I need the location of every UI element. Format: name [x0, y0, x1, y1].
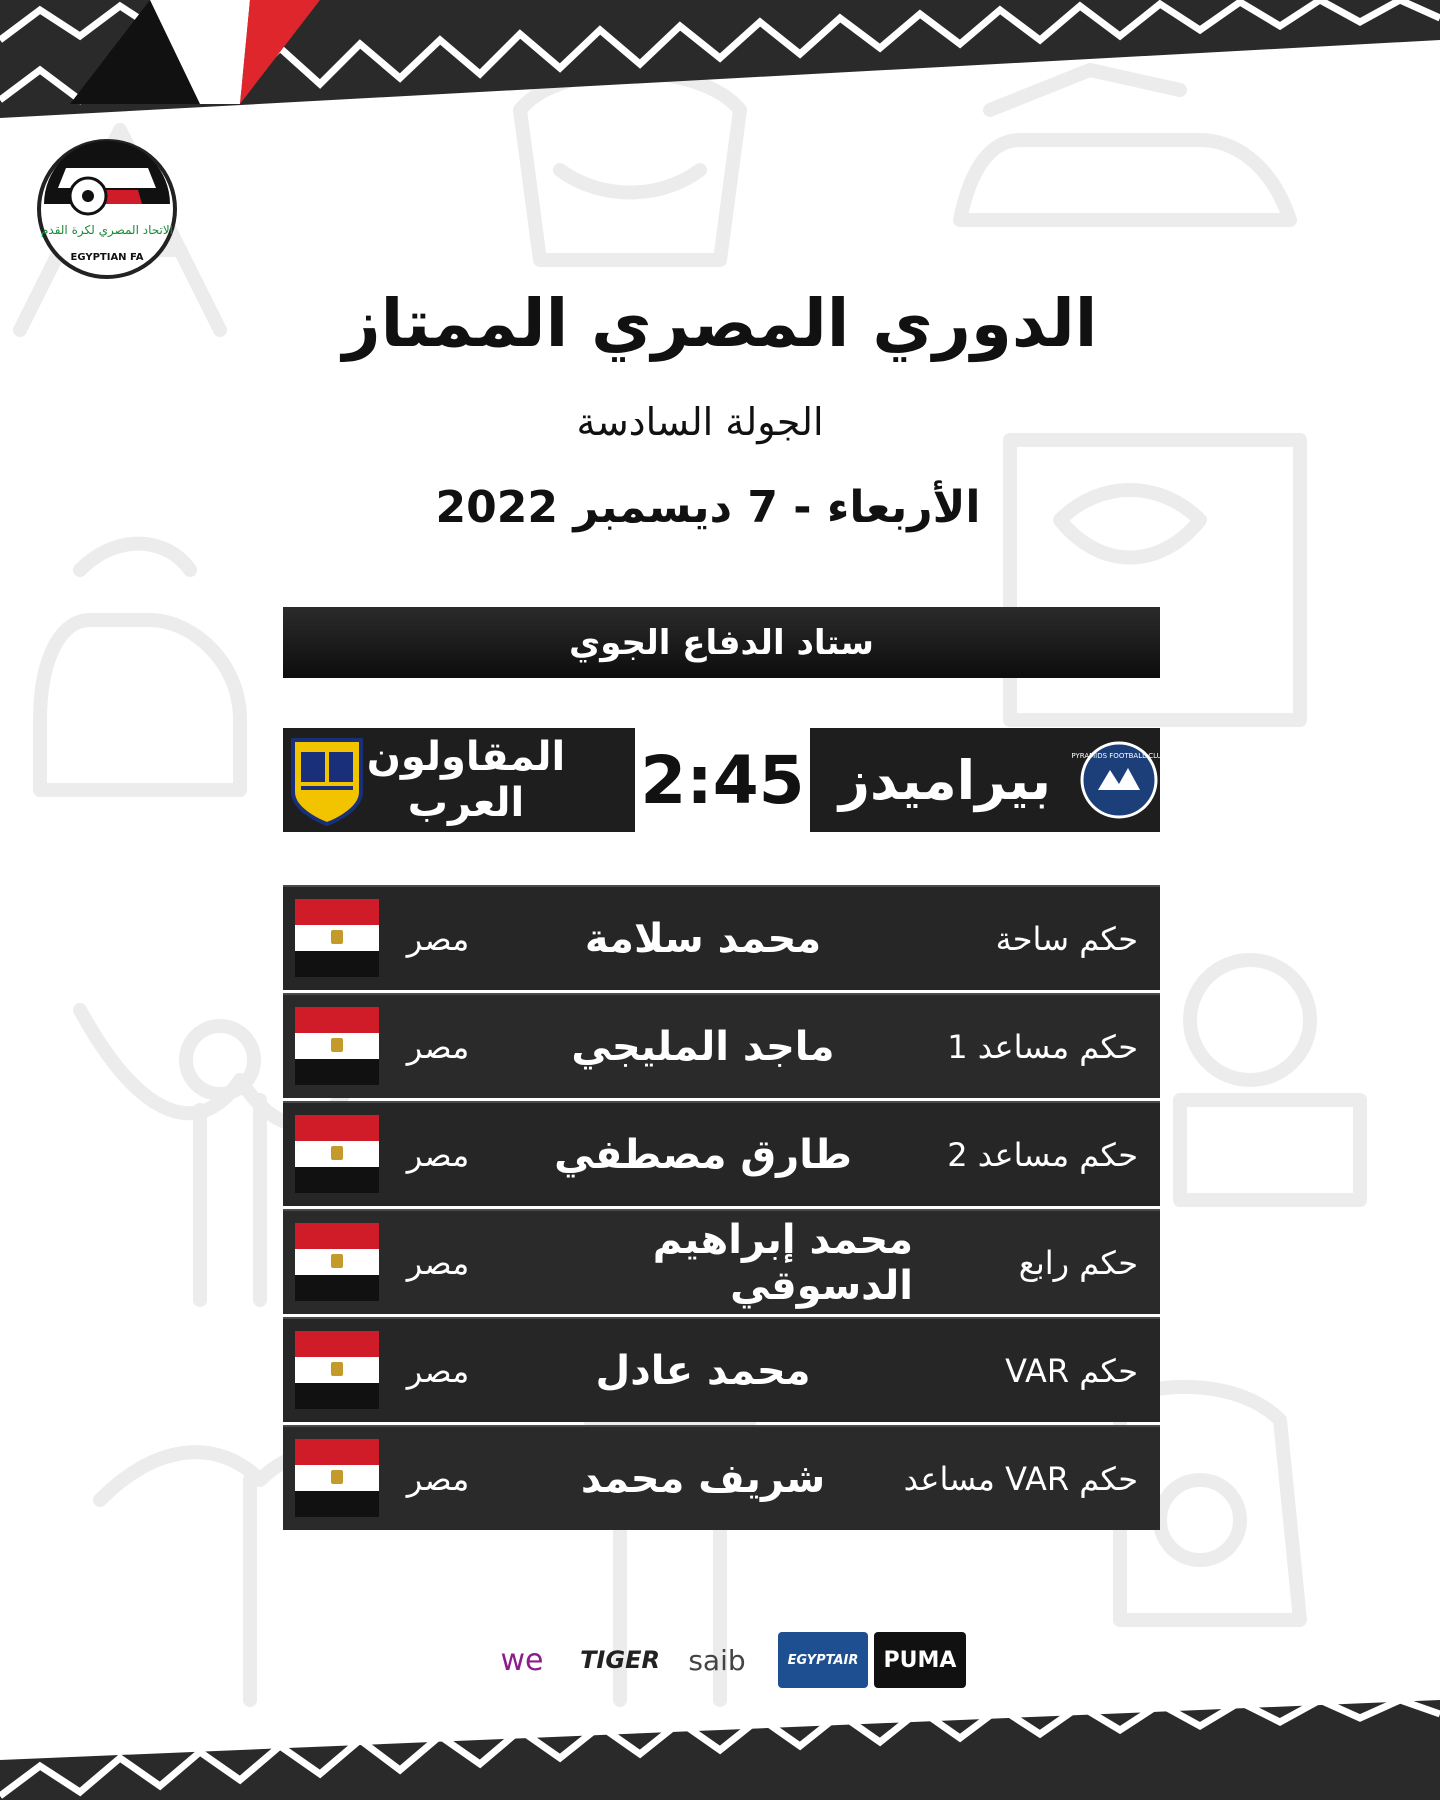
pyramids-badge-text: PYRAMIDS FOOTBALL CLUB — [1071, 752, 1167, 760]
al-mokawloon-badge-icon — [287, 734, 367, 826]
sponsor-strip — [482, 1632, 972, 1688]
referee-name: طارق مصطفي — [554, 1131, 852, 1178]
referee-row — [283, 1101, 1160, 1206]
sponsor-saib-logo: saib — [688, 1643, 746, 1677]
away-team-line1: المقاولون — [366, 734, 566, 780]
pyramids-badge-icon — [1071, 738, 1167, 822]
referee-country: مصر — [406, 1459, 470, 1498]
referee-name: محمد إبراهيم الدسوقي — [652, 1216, 913, 1309]
sponsor-puma-logo: PUMA — [874, 1632, 966, 1688]
referee-name: ماجد المليجي — [571, 1023, 835, 1070]
sponsor-egyptair-logo: EGYPTAIR — [778, 1632, 868, 1688]
referee-role: حكم رابع — [1018, 1243, 1138, 1282]
sponsor-tiger-logo: TIGER — [580, 1646, 660, 1674]
referee-role: حكم VAR مساعد — [903, 1459, 1138, 1498]
referee-name: محمد عادل — [595, 1347, 811, 1394]
referee-row — [283, 1209, 1160, 1314]
bottom-pattern-band — [0, 1700, 1440, 1800]
referee-country: مصر — [406, 1243, 470, 1282]
referee-row — [283, 993, 1160, 1098]
match-card — [283, 728, 1167, 832]
egypt-flag-icon — [295, 1439, 379, 1517]
referee-row — [283, 1317, 1160, 1422]
referee-country: مصر — [406, 1351, 470, 1390]
efa-arabic-text: الاتحاد المصري لكرة القدم — [40, 223, 174, 237]
referee-country: مصر — [406, 919, 470, 958]
home-team-name: بيراميدز — [838, 748, 1052, 812]
referee-name: شريف محمد — [580, 1455, 826, 1502]
egypt-flag-icon — [295, 1007, 379, 1085]
referee-country: مصر — [406, 1027, 470, 1066]
referee-role: حكم ساحة — [995, 919, 1138, 958]
referee-row — [283, 885, 1160, 990]
egypt-flag-icon — [295, 899, 379, 977]
away-team-name — [366, 728, 566, 832]
round-title: الجولة السادسة — [576, 400, 824, 444]
league-title: الدوري المصري الممتاز — [342, 285, 1098, 362]
match-date: الأربعاء - 7 ديسمبر 2022 — [435, 482, 981, 533]
referee-row — [283, 1425, 1160, 1530]
egypt-flag-icon — [295, 1115, 379, 1193]
top-pattern-band — [0, 0, 1440, 120]
referee-country: مصر — [406, 1135, 470, 1174]
egypt-flag-icon — [295, 1331, 379, 1409]
referee-role: حكم VAR — [1005, 1351, 1138, 1390]
efa-english-text: EGYPTIAN FA — [70, 252, 144, 263]
referee-role: حكم مساعد 1 — [947, 1027, 1138, 1066]
venue-bar: ستاد الدفاع الجوي — [283, 607, 1160, 678]
referee-name: محمد سلامة — [584, 915, 822, 962]
efa-crest-icon — [36, 138, 178, 280]
away-team-line2: العرب — [407, 780, 525, 826]
egypt-flag-icon — [295, 1223, 379, 1301]
kickoff-time: 2:45 — [635, 728, 810, 832]
referee-role: حكم مساعد 2 — [947, 1135, 1138, 1174]
sponsor-we-logo: we — [500, 1642, 544, 1678]
